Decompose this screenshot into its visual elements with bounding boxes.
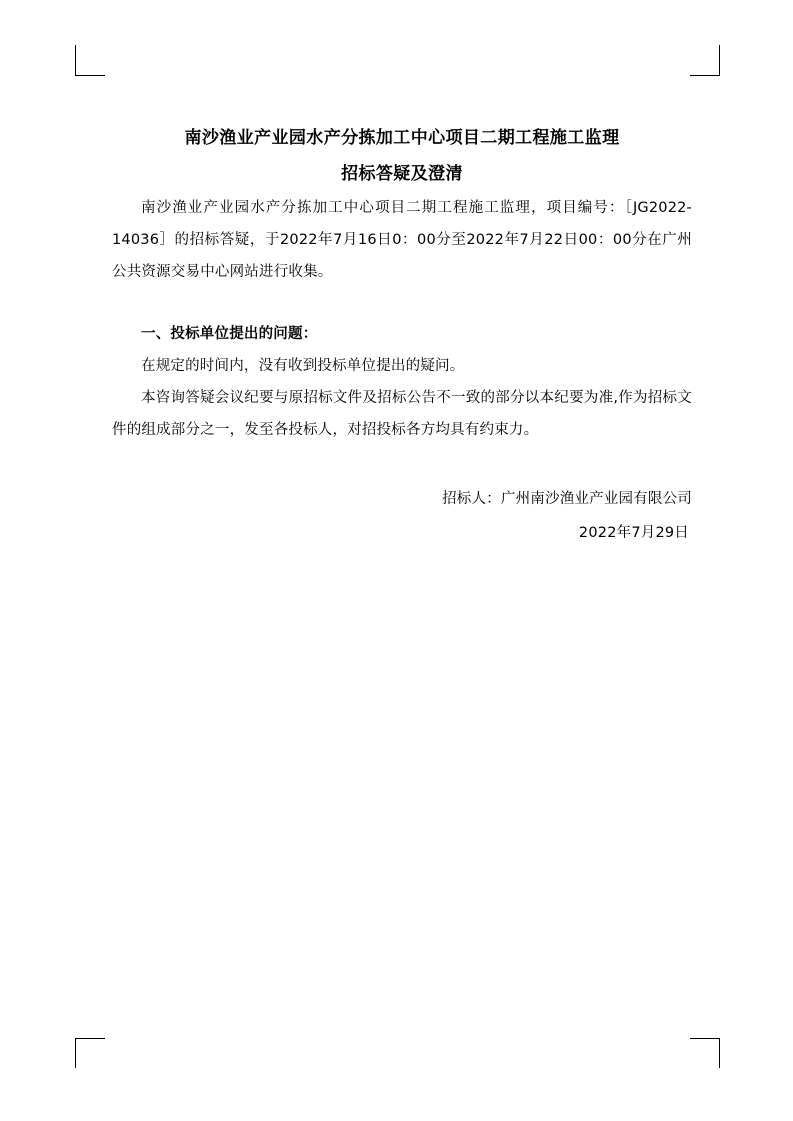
crop-mark-top-right	[690, 45, 720, 75]
signature-date: 2022年7月29日	[578, 525, 689, 541]
crop-mark-bottom-left	[75, 1038, 105, 1068]
document-title-line-1: 南沙渔业产业园水产分拣加工中心项目二期工程施工监理	[184, 128, 620, 148]
section-heading-questions: 一、投标单位提出的问题：	[141, 326, 318, 342]
crop-mark-top-left	[75, 45, 105, 75]
crop-mark-bottom-right	[690, 1038, 720, 1068]
document-title-line-2: 招标答疑及澄清	[341, 164, 463, 184]
intro-paragraph: 南沙渔业产业园水产分拣加工中心项目二期工程施工监理，项目编号：［JG2022-14036］的招标答疑，于2022年7月16日0：00分至2022年7月22日00：00分在广州公共资源交易中心网站进行收集。	[112, 200, 692, 280]
document-title	[112, 120, 692, 192]
answer-paragraph: 在规定的时间内，没有收到投标单位提出的疑问。	[141, 358, 465, 374]
document-content	[112, 120, 692, 550]
note-paragraph: 本咨询答疑会议纪要与原招标文件及招标公告不一致的部分以本纪要为准,作为招标文件的组成部分之一，发至各投标人，对招投标各方均具有约束力。	[112, 390, 692, 438]
signature-issuer: 招标人：广州南沙渔业产业园有限公司	[442, 491, 692, 507]
signature-block	[112, 482, 692, 550]
